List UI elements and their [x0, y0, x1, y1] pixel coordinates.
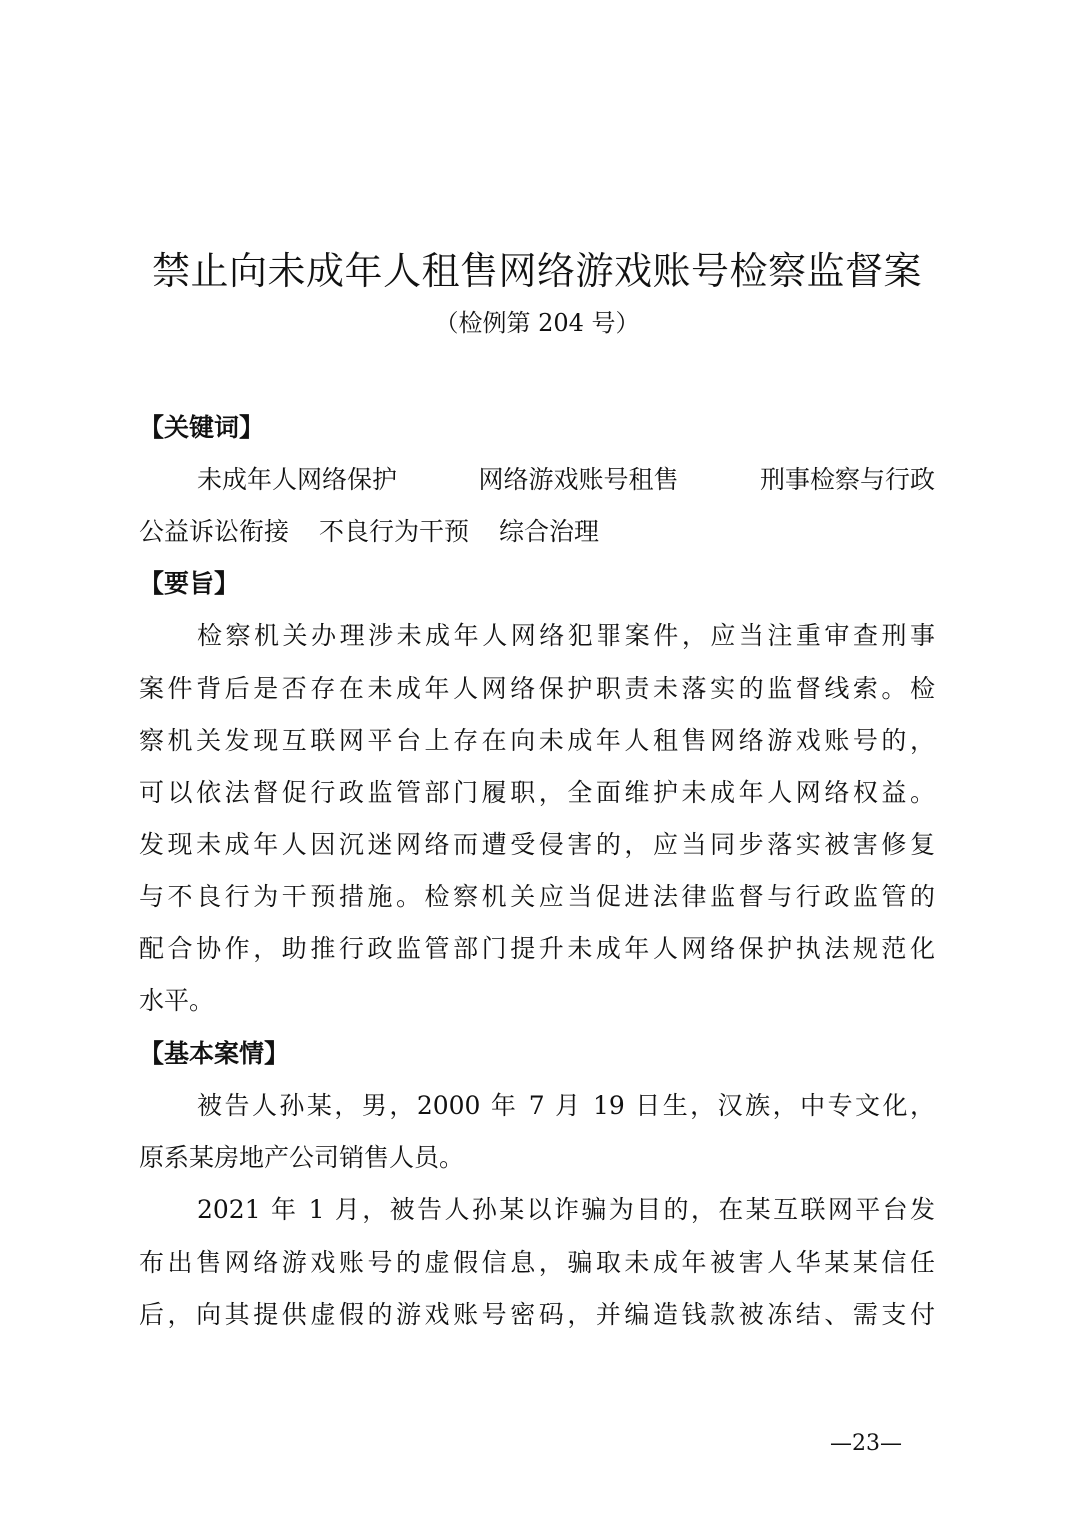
keywords-list-row-2 [139, 512, 599, 552]
gist-heading: 【要旨】 [139, 569, 240, 598]
gist-line: 案件背后是否存在未成年人网络保护职责未落实的监督线索。检 [139, 674, 935, 703]
page-number: —23— [830, 1431, 902, 1456]
keyword-item: 综合治理 [499, 517, 600, 546]
keyword-item: 网络游戏账号租售 [478, 465, 679, 494]
gist-line: 察机关发现互联网平台上存在向未成年人租售网络游戏账号的， [139, 726, 935, 755]
basic-facts-heading: 【基本案情】 [139, 1039, 290, 1068]
gist-line: 与不良行为干预措施。检察机关应当促进法律监督与行政监管的 [139, 882, 935, 911]
keywords-heading: 【关键词】 [139, 413, 265, 442]
gist-line: 发现未成年人因沉迷网络而遭受侵害的，应当同步落实被害修复 [139, 830, 935, 859]
basic-facts-line: 布出售网络游戏账号的虚假信息，骗取未成年被害人华某某信任 [139, 1248, 935, 1277]
keyword-item: 公益诉讼衔接 [139, 517, 290, 546]
case-number: （检例第 204 号） [434, 309, 640, 337]
keywords-list-row-1 [197, 460, 935, 500]
basic-facts-line: 2021 年 1 月，被告人孙某以诈骗为目的，在某互联网平台发 [197, 1195, 935, 1224]
basic-facts-line: 原系某房地产公司销售人员。 [139, 1143, 465, 1172]
keyword-item: 刑事检察与行政 [759, 465, 935, 494]
gist-line: 水平。 [139, 986, 215, 1015]
keyword-item: 未成年人网络保护 [197, 465, 398, 494]
basic-facts-line: 后，向其提供虚假的游戏账号密码，并编造钱款被冻结、需支付 [139, 1300, 935, 1329]
document-title: 禁止向未成年人租售网络游戏账号检察监督案 [151, 249, 922, 293]
basic-facts-line: 被告人孙某，男，2000 年 7 月 19 日生，汉族，中专文化， [197, 1091, 935, 1120]
gist-line: 检察机关办理涉未成年人网络犯罪案件，应当注重审查刑事 [197, 621, 935, 650]
keyword-item: 不良行为干预 [319, 517, 470, 546]
gist-line: 可以依法督促行政监管部门履职，全面维护未成年人网络权益。 [139, 778, 935, 807]
gist-line: 配合协作，助推行政监管部门提升未成年人网络保护执法规范化 [139, 934, 935, 963]
